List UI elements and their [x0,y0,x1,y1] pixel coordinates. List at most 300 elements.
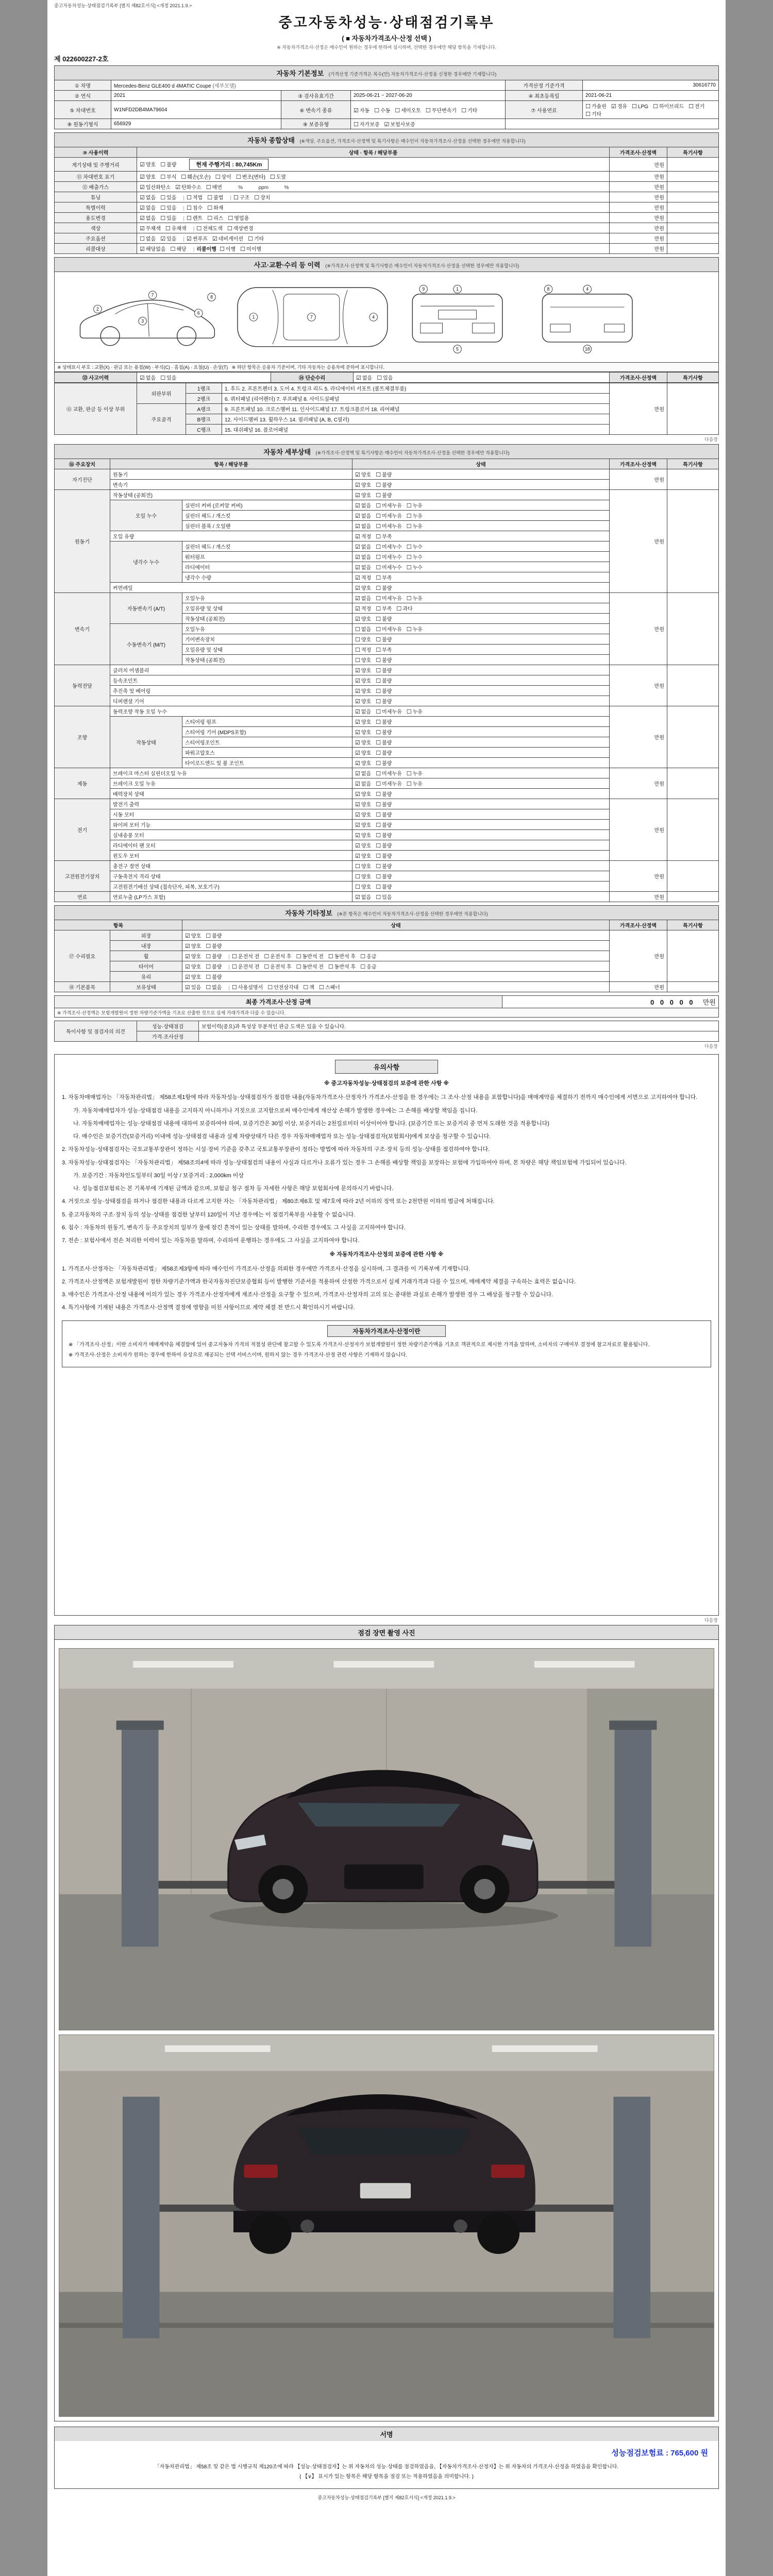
checkbox-option: ☐ 리스 [207,215,224,222]
row-label: 튜닝 [55,192,137,202]
note-cell [667,223,719,233]
checkbox-option: ☑ 없음 [355,709,372,715]
unchecked-box-icon: ☐ [206,943,211,950]
notice-line: 1. 자동차매매업자는 「자동차관리법」 제58조제1항에 따라 자동차성능·상태점검자가 점검한 내용(자동차가격조사·산정자가 가격조사·산정을 한 경우에는 그 조사·산정 내용을 포함합니다)을 매매계약을 체결하기 전까지 매수인에게 서면으로 고지하여야 합니다. [62,1094,698,1101]
checkbox-option: ☐ 누수 [406,565,423,571]
unchecked-box-icon: ☐ [406,554,412,561]
checkbox-option: ☐ 불량 [376,884,392,890]
unchecked-box-icon: ☐ [376,647,381,653]
checkbox-option: ☐ 불량 [376,833,392,839]
overall-row [55,223,719,233]
device-label: 고전원전기장치 [55,861,110,892]
checkbox-option: ☐ 누유 [406,626,423,633]
state-options [352,500,610,511]
checkbox-option: ☑ 없음 [355,554,372,561]
item-label: 와이퍼 모터 기능 [110,820,352,830]
unchecked-box-icon: ☐ [376,472,381,478]
opinion-table [54,1021,719,1042]
unchecked-box-icon: ☐ [376,534,381,540]
note-cell [667,192,719,202]
detail-state-table [54,459,719,902]
item-label: 구동축전지 격리 상태 [110,871,352,882]
checkbox-option: ☐ 있음 [160,205,177,211]
checkbox-option: ☑ 양호 [355,833,372,839]
checkbox-option: ☐ 불량 [206,954,222,960]
unchecked-box-icon: ☐ [406,771,412,777]
checked-box-icon: ☑ [355,688,360,694]
checkbox-option: ☑ 없음 [355,523,372,530]
svg-text:18: 18 [584,346,590,352]
device-label: 자기진단 [55,469,110,490]
notice-line: 3. 자동차성능·상태점검자는 「자동차관리법」 제58조의4에 따라 성능·상태점검의 내용이 사실과 다르거나 오류가 있는 경우 그 손해를 배상할 책임을 보장하는 보험에 가입하여야 하며, 본 차량은 해당 책임보험에 가입되어 있습니다. [62,1159,627,1166]
unchecked-box-icon: ☐ [377,375,382,381]
state-options [352,882,610,892]
accident-ranks-table [54,383,719,435]
state-options [182,930,610,941]
section-title: 점검 장면 촬영 사진 [358,1629,415,1637]
checkbox-option: ☐ 미세누수 [376,554,402,561]
notice-line: ※ 중고자동차성능·상태점검의 보증에 관한 사항 ※ [324,1080,449,1087]
section-title: 서명 [380,2431,393,2438]
unchecked-box-icon: ☐ [376,750,381,756]
checkbox-option: ☐ 불량 [376,688,392,694]
checkbox-option: ☐ 자가보증 [354,122,380,128]
rank-items: 6. 쿼터패널 (리어펜더) 7. 루프패널 8. 사이드실패널 [222,394,610,404]
unchecked-box-icon: ☐ [376,874,381,880]
unchecked-box-icon: ☐ [270,174,275,180]
unchecked-box-icon: ☐ [264,964,270,970]
checkbox-option: ☐ 불량 [206,943,222,950]
checkbox-option: ☐ 누수 [406,554,423,561]
checkbox-option: ☐ 누유 [406,503,423,509]
inspection-photo-front [59,1648,714,2030]
checkbox-option: ☐ 누유 [406,709,423,715]
overall-row [55,182,719,192]
checkbox-option: ☐ 불량 [206,974,222,980]
checkbox-option: ☑ 있음 [185,985,201,991]
note-cell [667,172,719,182]
checkbox-option: ☐ 부식 [160,174,177,180]
item-label: 오일유량 및 상태 [182,603,352,614]
checkbox-option: ☐ 부족 [376,647,392,653]
state-options [352,830,610,840]
checkbox-option: ☐ 전기 [688,104,705,110]
unchecked-box-icon: ☐ [585,104,591,110]
state-options [352,552,610,562]
notice-line: 6. 침수 : 자동차의 원동기, 변속기 등 주요장치의 일부가 물에 잠긴 흔적이 있는 상태를 말하며, 수리한 경우에도 그 사실을 고지하여야 합니다. [62,1224,406,1231]
checked-box-icon: ☑ [185,943,190,950]
checked-box-icon: ☑ [355,513,360,519]
notice-title: 유의사항 [335,1060,438,1074]
unchecked-box-icon: ☐ [219,246,225,252]
state-options [352,511,610,521]
unchecked-box-icon: ☐ [376,730,381,736]
unchecked-box-icon: ☐ [232,964,237,970]
rank-row [55,383,719,394]
checkbox-option: ☐ 적법 [187,195,203,201]
checkbox-option: ☐ 누수 [406,544,423,550]
device-label: 원동기 [55,490,110,593]
checkbox-option: ☑ 무채색 [140,226,161,232]
state-options: ☑ 있음 ☐ 없음 | ☐ 사용설명서 ☐ 안전삼각대 ☐ 잭 ☐ 스패너 [182,982,610,992]
accident-history-options [137,372,271,383]
checkbox-option: ☑ 양호 [355,616,372,622]
unchecked-box-icon: ☐ [376,596,381,602]
unchecked-box-icon: ☐ [376,688,381,694]
state-options [352,706,610,717]
state-options [352,603,610,614]
checkbox-option: ☐ 불량 [376,616,392,622]
unchecked-box-icon: ☐ [303,985,309,991]
row-label: 주요옵션 [55,233,137,244]
checkbox-option: ☑ 양호 [355,493,372,499]
checkbox-option: ☑ 양호 [185,954,201,960]
unchecked-box-icon: ☐ [376,657,381,664]
unchecked-box-icon: ☐ [206,964,211,970]
notice-line: 가. 보증기간 : 자동차인도일부터 30일 이상 / 보증거리 : 2,000km 이상 [73,1172,244,1179]
price-cell: 만원 [610,768,667,799]
photos-header [54,1625,719,1639]
state-options [352,892,610,902]
checkbox-option: ☑ 자동 [354,107,370,114]
checkbox-option: ☑ 없음 [140,205,156,211]
column-header: ⑯ 주요장치 [55,459,110,469]
svg-text:4: 4 [586,286,589,292]
checkbox-option: ☐ 구조 [233,195,250,201]
checkbox-option: ☑ 없음 [355,513,372,519]
detail-row [55,469,719,480]
state-options: ☑ 없음 ☐ 있음 | ☐ 침수 ☐ 화재 [137,202,610,213]
checkbox-option: ☑ 양호 [355,688,372,694]
section-title: 자동차 기본정보 [276,70,324,77]
device-label: 동력전달 [55,665,110,706]
checkbox-option: ☐ 매연 [206,184,222,191]
state-options [352,768,610,778]
unchecked-box-icon: ☐ [376,668,381,674]
checked-box-icon: ☑ [212,236,217,242]
state-options [352,851,610,861]
unchecked-box-icon: ☐ [376,554,381,561]
unchecked-box-icon: ☐ [160,174,166,180]
section-note: (※가격조사·산정액 및 특기사항은 매수인이 자동차가격조사·산정을 선택한 경우에만 적용합니다) [325,263,519,268]
checked-box-icon: ☑ [140,184,145,191]
note-cell [667,665,719,706]
checked-box-icon: ☑ [355,771,360,777]
note-cell [667,861,719,892]
checkbox-option: ☐ 불량 [376,493,392,499]
notice-line: 3. 매수인은 가격조사·산정 내용에 이의가 있는 경우 가격조사·산정자에게 재조사·산정을 요구할 수 있으며, 가격조사·산정자의 고의 또는 중대한 과실로 손해가 발생한 경우 그 배상을 청구할 수 있습니다. [62,1292,553,1298]
row-label: ⑪ 차대번호 표기 [55,172,137,182]
checkbox-option: ☐ 미세누수 [376,544,402,550]
unchecked-box-icon: ☐ [376,853,381,859]
checked-box-icon: ☑ [140,162,145,168]
overall-row [55,192,719,202]
note-cell [667,469,719,490]
pricing-info-title: 자동차가격조사·산정이란 [327,1325,446,1337]
engine-type-label: ⑧ 원동기형식 [55,119,111,129]
other-row [55,982,719,992]
checkbox-option: ☐ 있음 [160,375,177,381]
transmission-label: ⑥ 변속기 종류 [281,101,351,119]
svg-text:5: 5 [456,346,459,352]
checkbox-option: ☐ LPG [632,104,648,110]
row-label: ⑫ 배출가스 [55,182,137,192]
checkbox-option: ☑ 적정 [355,606,372,612]
item-label: 등속조인트 [110,675,352,686]
unchecked-box-icon: ☐ [376,699,381,705]
checked-box-icon: ☑ [355,750,360,756]
checked-box-icon: ☑ [355,575,360,581]
notice-line: 5. 중고자동차의 구조·장치 등의 성능·상태를 점검한 날부터 120일이 지난 경우에는 이 점검기록부를 사용할 수 없습니다. [62,1211,356,1218]
state-options [352,789,610,799]
unchecked-box-icon: ☐ [196,226,202,232]
final-price-table [54,995,719,1018]
rank-label: 1랭크 [186,383,222,394]
price-cell: 만원 [610,982,667,992]
rank-items: 15. 대쉬패널 16. 플로어패널 [222,425,610,435]
checkbox-option: ☐ 수동 [374,107,391,114]
svg-text:2: 2 [96,306,99,312]
checkbox-option: ☐ 전체도색 [196,226,223,232]
checked-box-icon: ☑ [355,699,360,705]
checkbox-option: ☑ 양호 [355,472,372,478]
unchecked-box-icon: ☐ [376,523,381,530]
state-options [352,778,610,789]
state-options [352,645,610,655]
state-options [352,717,610,727]
price-cell: 만원 [610,223,667,233]
unchecked-box-icon: ☐ [585,111,591,117]
checkbox-option: ☐ 양호 [355,637,372,643]
checkbox-option: ☑ 양호 [185,974,201,980]
checkbox-option: ☐ 양호 [355,657,372,664]
checkbox-option: ☐ 미세누유 [376,709,402,715]
checkbox-option: ☑ 양호 [185,943,201,950]
column-header: 가격조사·산정액 [610,459,667,469]
unchecked-box-icon: ☐ [232,985,237,991]
document-title: 중고자동차성능·상태점검기록부 [278,15,495,30]
unchecked-box-icon: ☐ [354,122,359,128]
checked-box-icon: ☑ [355,678,360,684]
fuel-options [583,101,719,119]
checkbox-option: ☐ 불량 [376,760,392,767]
accident-history-table [54,372,719,383]
inspection-period-label: ③ 검사유효기간 [281,91,351,101]
checkbox-option: ☐ 불량 [376,802,392,808]
category-label: 냉각수 누수 [110,541,182,583]
unchecked-box-icon: ☐ [632,104,637,110]
transmission-options [351,101,506,119]
checkbox-option: ☑ 양호 [355,482,372,488]
unchecked-box-icon: ☐ [207,215,213,222]
checked-box-icon: ☑ [185,954,190,960]
checkbox-option: ☐ 미세누유 [376,771,402,777]
other-table-body [55,930,719,992]
checkbox-option: ☑ 없음 [355,894,372,901]
unchecked-box-icon: ☐ [406,626,412,633]
checkbox-option: ☐ 기타 [461,107,478,114]
car-diagram-svg [58,275,712,358]
row-label: 리콜대상 [55,244,137,254]
svg-text:1: 1 [456,286,459,292]
checkbox-option: ☑ 없음 [140,195,156,201]
checkbox-option: ☐ 운전석 후 [264,964,292,970]
state-options [352,572,610,583]
rank-items: 12. 사이드멤버 13. 휠하우스 14. 필러패널 (A, B, C필러) [222,414,610,425]
row-label: 용도변경 [55,213,137,223]
checkbox-option: ☐ 불량 [206,933,222,939]
item-label: 작동상태 (공회전) [182,655,352,665]
unchecked-box-icon: ☐ [396,606,402,612]
checked-box-icon: ☑ [354,107,359,114]
opinion-text: 보험이력(중요)과 특성상 부분적인 판금 도색은 있을 수 있습니다. [199,1021,719,1031]
checkbox-option: ☐ 누유 [406,513,423,519]
section-title: 사고·교환·수리 등 이력 [254,261,321,269]
item-label: 실린더 블록 / 오일팬 [182,521,352,531]
car-diagram [55,272,719,363]
unchecked-box-icon: ☐ [376,884,381,890]
state-options [352,614,610,624]
state-options: ☑ 양호 ☐ 불량 | ☐ 운전석 전 ☐ 운전석 후 ☐ 동반석 전 ☐ 동반석 후 ☐ 응급 [182,951,610,961]
state-options [352,675,610,686]
state-options [352,809,610,820]
column-header: 특기사항 [667,372,719,383]
form-code-line: 중고자동차성능·상태점검기록부 [별지 제82호서식] <개정 2021.1.9.> [54,3,192,8]
signature-header [54,2427,719,2441]
checked-box-icon: ☑ [355,544,360,550]
item-label: 발전기 출력 [110,799,352,809]
checkbox-option: ☑ 일산화탄소 [140,184,171,191]
insurance-fee: 성능점검보험료 : 765,600 원 [611,2449,708,2458]
unchecked-box-icon: ☐ [160,375,166,381]
extra-label: 리콜이행 [196,247,216,252]
state-options [352,634,610,645]
price-cell: 만원 [610,799,667,861]
checkbox-option: ☑ 양호 [355,750,372,756]
unchecked-box-icon: ☐ [232,954,237,960]
note-cell [667,982,719,992]
checked-box-icon: ☑ [355,812,360,818]
state-options [137,172,610,182]
unchecked-box-icon: ☐ [652,104,658,110]
checked-box-icon: ☑ [355,585,360,591]
item-label: 브레이크 마스터 실린더오일 누유 [110,768,352,778]
detail-row [55,861,719,871]
checked-box-icon: ☑ [140,195,145,201]
unchecked-box-icon: ☐ [376,678,381,684]
svg-text:6: 6 [197,310,200,316]
unchecked-box-icon: ☐ [406,709,412,715]
checked-box-icon: ☑ [355,802,360,808]
price-cell: 만원 [610,172,667,182]
item-label: 브레이크 오일 누유 [110,778,352,789]
unchecked-box-icon: ☐ [160,195,166,201]
checkbox-option: ☑ 썬루프 [187,236,208,242]
checked-box-icon: ☑ [356,375,361,381]
checked-box-icon: ☑ [355,791,360,798]
column-header: 상태 [352,459,610,469]
checked-box-icon: ☑ [355,730,360,736]
checkbox-option: ☑ 해당없음 [140,246,166,252]
inspection-photo-underside [59,2035,714,2417]
checkbox-option: ☑ 양호 [355,760,372,767]
category-label: 작동상태 [110,717,182,768]
unchecked-box-icon: ☐ [406,523,412,530]
unchecked-box-icon: ☐ [160,205,166,211]
checkbox-option: ☐ 동반석 후 [328,964,356,970]
price-cell: 만원 [610,665,667,706]
basic-info-table [54,80,719,129]
detail-row [55,665,719,675]
overall-row [55,244,719,254]
item-label: 실린더 헤드 / 개스킷 [182,511,352,521]
checkbox-option: ☐ 누유 [406,523,423,530]
checkbox-option: ☐ 부족 [376,534,392,540]
state-options [352,480,610,490]
item-label: 타이어 [110,961,182,972]
item-label: 실린더 커버 (로커암 커버) [182,500,352,511]
state-options [352,748,610,758]
item-label: 오일유량 및 상태 [182,645,352,655]
item-label: 외장 [110,930,182,941]
checkbox-option: ☐ 운전석 전 [232,954,260,960]
item-label: 변속기 [110,480,352,490]
item-label: 오일 유량 [110,531,352,541]
checkbox-option: ☐ 잭 [303,985,314,991]
unchecked-box-icon: ☐ [376,740,381,746]
checkbox-option: ☑ 양호 [355,812,372,818]
checkbox-option: ☑ 양호 [355,668,372,674]
opinion-who: 성능·상태점검 [137,1021,199,1031]
device-label: 전기 [55,799,110,861]
overall-row [55,213,719,223]
device-label: 제동 [55,768,110,799]
state-options [352,665,610,675]
checkbox-option: ☑ 양호 [185,964,201,970]
unchecked-box-icon: ☐ [187,195,192,201]
item-label: 내장 [110,941,182,951]
checkbox-option: ☐ 가솔린 [585,104,607,110]
checkbox-option: ☑ 양호 [140,162,156,168]
fuel-label: ⑦ 사용연료 [506,101,583,119]
checkbox-option: ☐ 불량 [376,637,392,643]
inspection-period-value: 2025-06-21 ~ 2027-06-20 [351,91,506,101]
photos-section [54,1639,719,2421]
checked-box-icon: ☑ [175,184,181,191]
unchecked-box-icon: ☐ [376,863,381,870]
note-cell [667,182,719,192]
checkbox-option: ☐ 기타 [248,236,264,242]
unchecked-box-icon: ☐ [187,215,192,222]
unchecked-box-icon: ☐ [376,833,381,839]
notice-section [54,1054,719,1616]
section-note: (※가격조사·산정액 및 특기사항은 매수인이 자동차가격조사·산정을 선택한 경우에만 적용합니다) [315,450,510,455]
document-subtitle: ( ■ 자동차가격조사·산정 선택 ) [342,35,431,42]
exchange-label: ⑮ 교환, 판금 등 이상 부위 [55,383,137,435]
checkbox-option: ☐ 미세누유 [376,781,402,787]
final-price-note: ※ 가격조사·산정액은 보험개발원이 정한 차량기준가액을 기초로 산출한 것으로 실제 거래가격과 다를 수 있습니다. [55,1008,719,1018]
table-row [55,119,719,129]
state-options [352,727,610,737]
state-options [352,840,610,851]
checkbox-option: ☐ 불량 [376,853,392,859]
checked-box-icon: ☑ [355,781,360,787]
unchecked-box-icon: ☐ [395,107,400,114]
unchecked-box-icon: ☐ [206,985,211,991]
vin-label: ⑤ 차대번호 [55,101,111,119]
unchecked-box-icon: ☐ [355,657,360,664]
state-options: ☑ 양호 ☐ 불량 | ☐ 운전석 전 ☐ 운전석 후 ☐ 동반석 전 ☐ 동반석 후 ☐ 응급 [182,961,610,972]
